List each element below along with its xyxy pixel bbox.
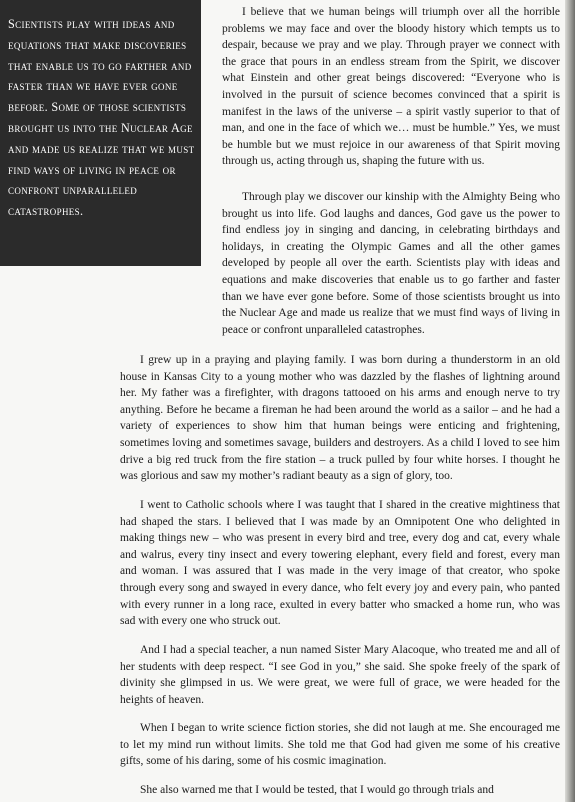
paragraph-4-block (120, 497, 560, 630)
paragraph-3: I grew up in a praying and playing family. I was born during a thunderstorm in an old house in Kansas City to a young mother who was dazzled by the flashes of lightning around her. My father was a firefighter, with dragons tattooed on his arms and enough nerve to try anything. Before he became a fireman he had been around the world as a sailor – and he had a variety of experiences to show him that human beings were enticing and frightening, sometimes loving and sometimes savage, builders and destroyers. As a child I loved to see him drive a big red truck from the fire station – a truck pulled by four white horses. I thought he was glorious and saw my mother’s radiant beauty as a sign of glory, too. (120, 354, 560, 483)
paragraph-1: I believe that we human beings will triumph over all the horrible problems we may face and over the bloody history which tempts us to despair, because we pray and we play. Through prayer we connect with the grace that pours in an endless stream from the Spirit, we discover what Einstein and other great beings discovered: “Everyone who is involved in the pursuit of science becomes convinced that a spirit is manifest in the laws of the universe – a spirit vastly superior to that of man, and one in the face of which we… must be humble.” Yes, we must be humble but we must rejoice in our awareness of that Spirit moving through us, acting through us, shaping the future with us. (222, 6, 560, 168)
paragraph-7-block (120, 782, 560, 799)
paragraph-6-block (120, 720, 560, 770)
page-edge-shadow (565, 0, 575, 802)
paragraph-2: Through play we discover our kinship with the Almighty Being who brought us into life. God laughs and dances, God gave us the power to find endless joy in singing and dancing, in celebrating birthdays and holidays, in creating the Olympic Games and all the other games developed by people all over the earth. Scientists play with ideas and equations and make discoveries that enable us to go farther and faster than we have ever gone before. Some of those scientists brought us into the Nuclear Age and made us realize that we must find ways of living in peace or confront unparalleled catastrophes. (222, 190, 560, 336)
paragraph-7: She also warned me that I would be tested, that I would go through trials and (140, 784, 494, 796)
paragraph-5: And I had a special teacher, a nun named Sister Mary Alacoque, who treated me and all of her students with deep respect. “I see God in you,” she said. She spoke freely of the spark of divinity she glimpsed in us. We were great, we were full of grace, we were headed for the heights of heaven. (120, 644, 560, 706)
paragraph-6: When I began to write science fiction stories, she did not laugh at me. She encouraged me to let my mind run without limits. She told me that God had given me some of his creative gifts, some of his daring, some of his cosmic imagination. (120, 722, 560, 768)
paragraph-3-block (120, 352, 560, 485)
pull-quote: Scientists play with ideas and equations that make discoveries that enable us to go farther and faster than we have ever gone before. Some of those scientists brought us into the Nuclear Age and made us realize that we must find ways of living in peace or confront unparalleled catastrophes. (0, 0, 201, 266)
paragraph-4: I went to Catholic schools where I was taught that I shared in the creative mightiness that had shaped the stars. I believed that I was made by an Omnipotent One who delighted in making things new – who was present in every bird and tree, every dog and cat, every whale and walrus, every tiny insect and every towering elephant, every field and forest, every man and woman. I was assured that I was made in the very image of that creator, who spoke through every song and swayed in every dance, who felt every joy and every pain, who panted with every runner in a long race, exulted in every batter who smacked a home run, who was sad with every one who struck out. (120, 499, 560, 628)
top-column (222, 4, 560, 338)
paragraph-5-block (120, 642, 560, 708)
